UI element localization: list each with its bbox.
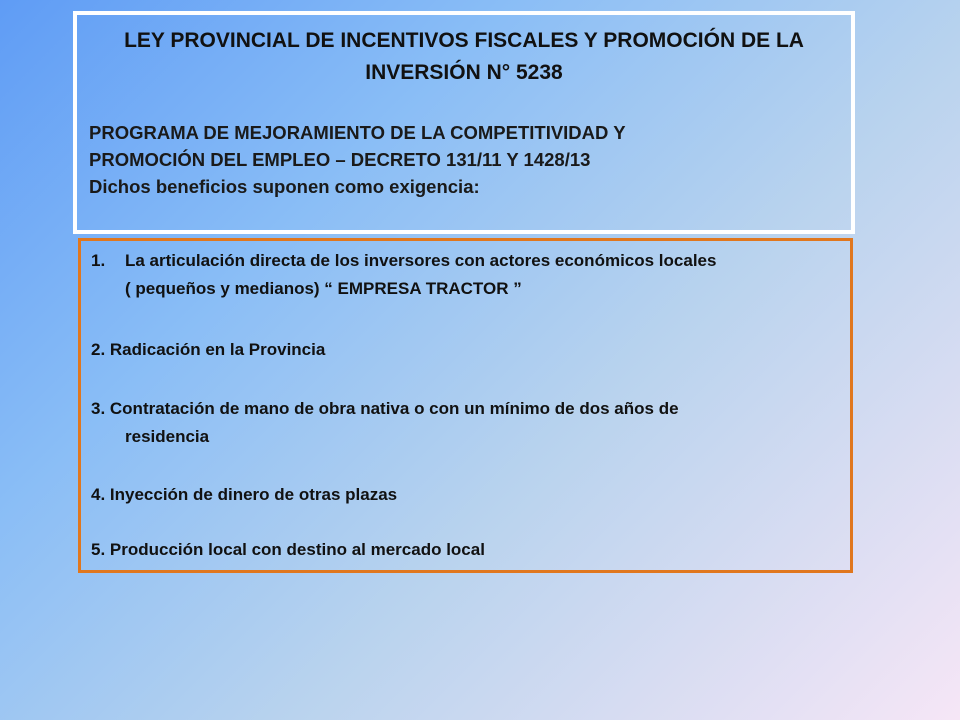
requirement-item-3 [91, 395, 679, 451]
header-box [73, 11, 855, 234]
requirement-item-2 [91, 336, 325, 364]
program-line-2: PROMOCIÓN DEL EMPLEO – DECRETO 131/11 Y 1428/13 [89, 149, 591, 170]
program-line-1: PROGRAMA DE MEJORAMIENTO DE LA COMPETITIVIDAD Y [89, 122, 626, 143]
requirement-intro: Dichos beneficios suponen como exigencia: [89, 176, 480, 197]
requirement-item-1-line-2: ( pequeños y medianos) “ EMPRESA TRACTOR ” [125, 279, 522, 298]
requirement-item-1-line-1: La articulación directa de los inversores con actores económicos locales [125, 251, 717, 270]
law-title [77, 25, 851, 89]
requirement-item-3-line-2: residencia [125, 427, 210, 446]
requirement-item-5 [91, 536, 485, 564]
requirement-item-1-number: 1. [91, 251, 106, 270]
requirement-item-3-line-1: 3. Contratación de mano de obra nativa o con un mínimo de dos años de [91, 399, 679, 418]
law-title-line-2: INVERSIÓN N° 5238 [365, 61, 563, 84]
requirement-item-4-text: 4. Inyección de dinero de otras plazas [91, 485, 398, 504]
program-description [89, 119, 849, 200]
requirement-item-2-text: 2. Radicación en la Provincia [91, 340, 326, 359]
law-title-line-1: LEY PROVINCIAL DE INCENTIVOS FISCALES Y PROMOCIÓN DE LA [124, 29, 804, 52]
requirement-item-4 [91, 481, 397, 509]
requirements-box [78, 238, 853, 573]
requirement-item-1 [91, 247, 716, 303]
requirement-item-5-text: 5. Producción local con destino al mercado local [91, 540, 485, 559]
